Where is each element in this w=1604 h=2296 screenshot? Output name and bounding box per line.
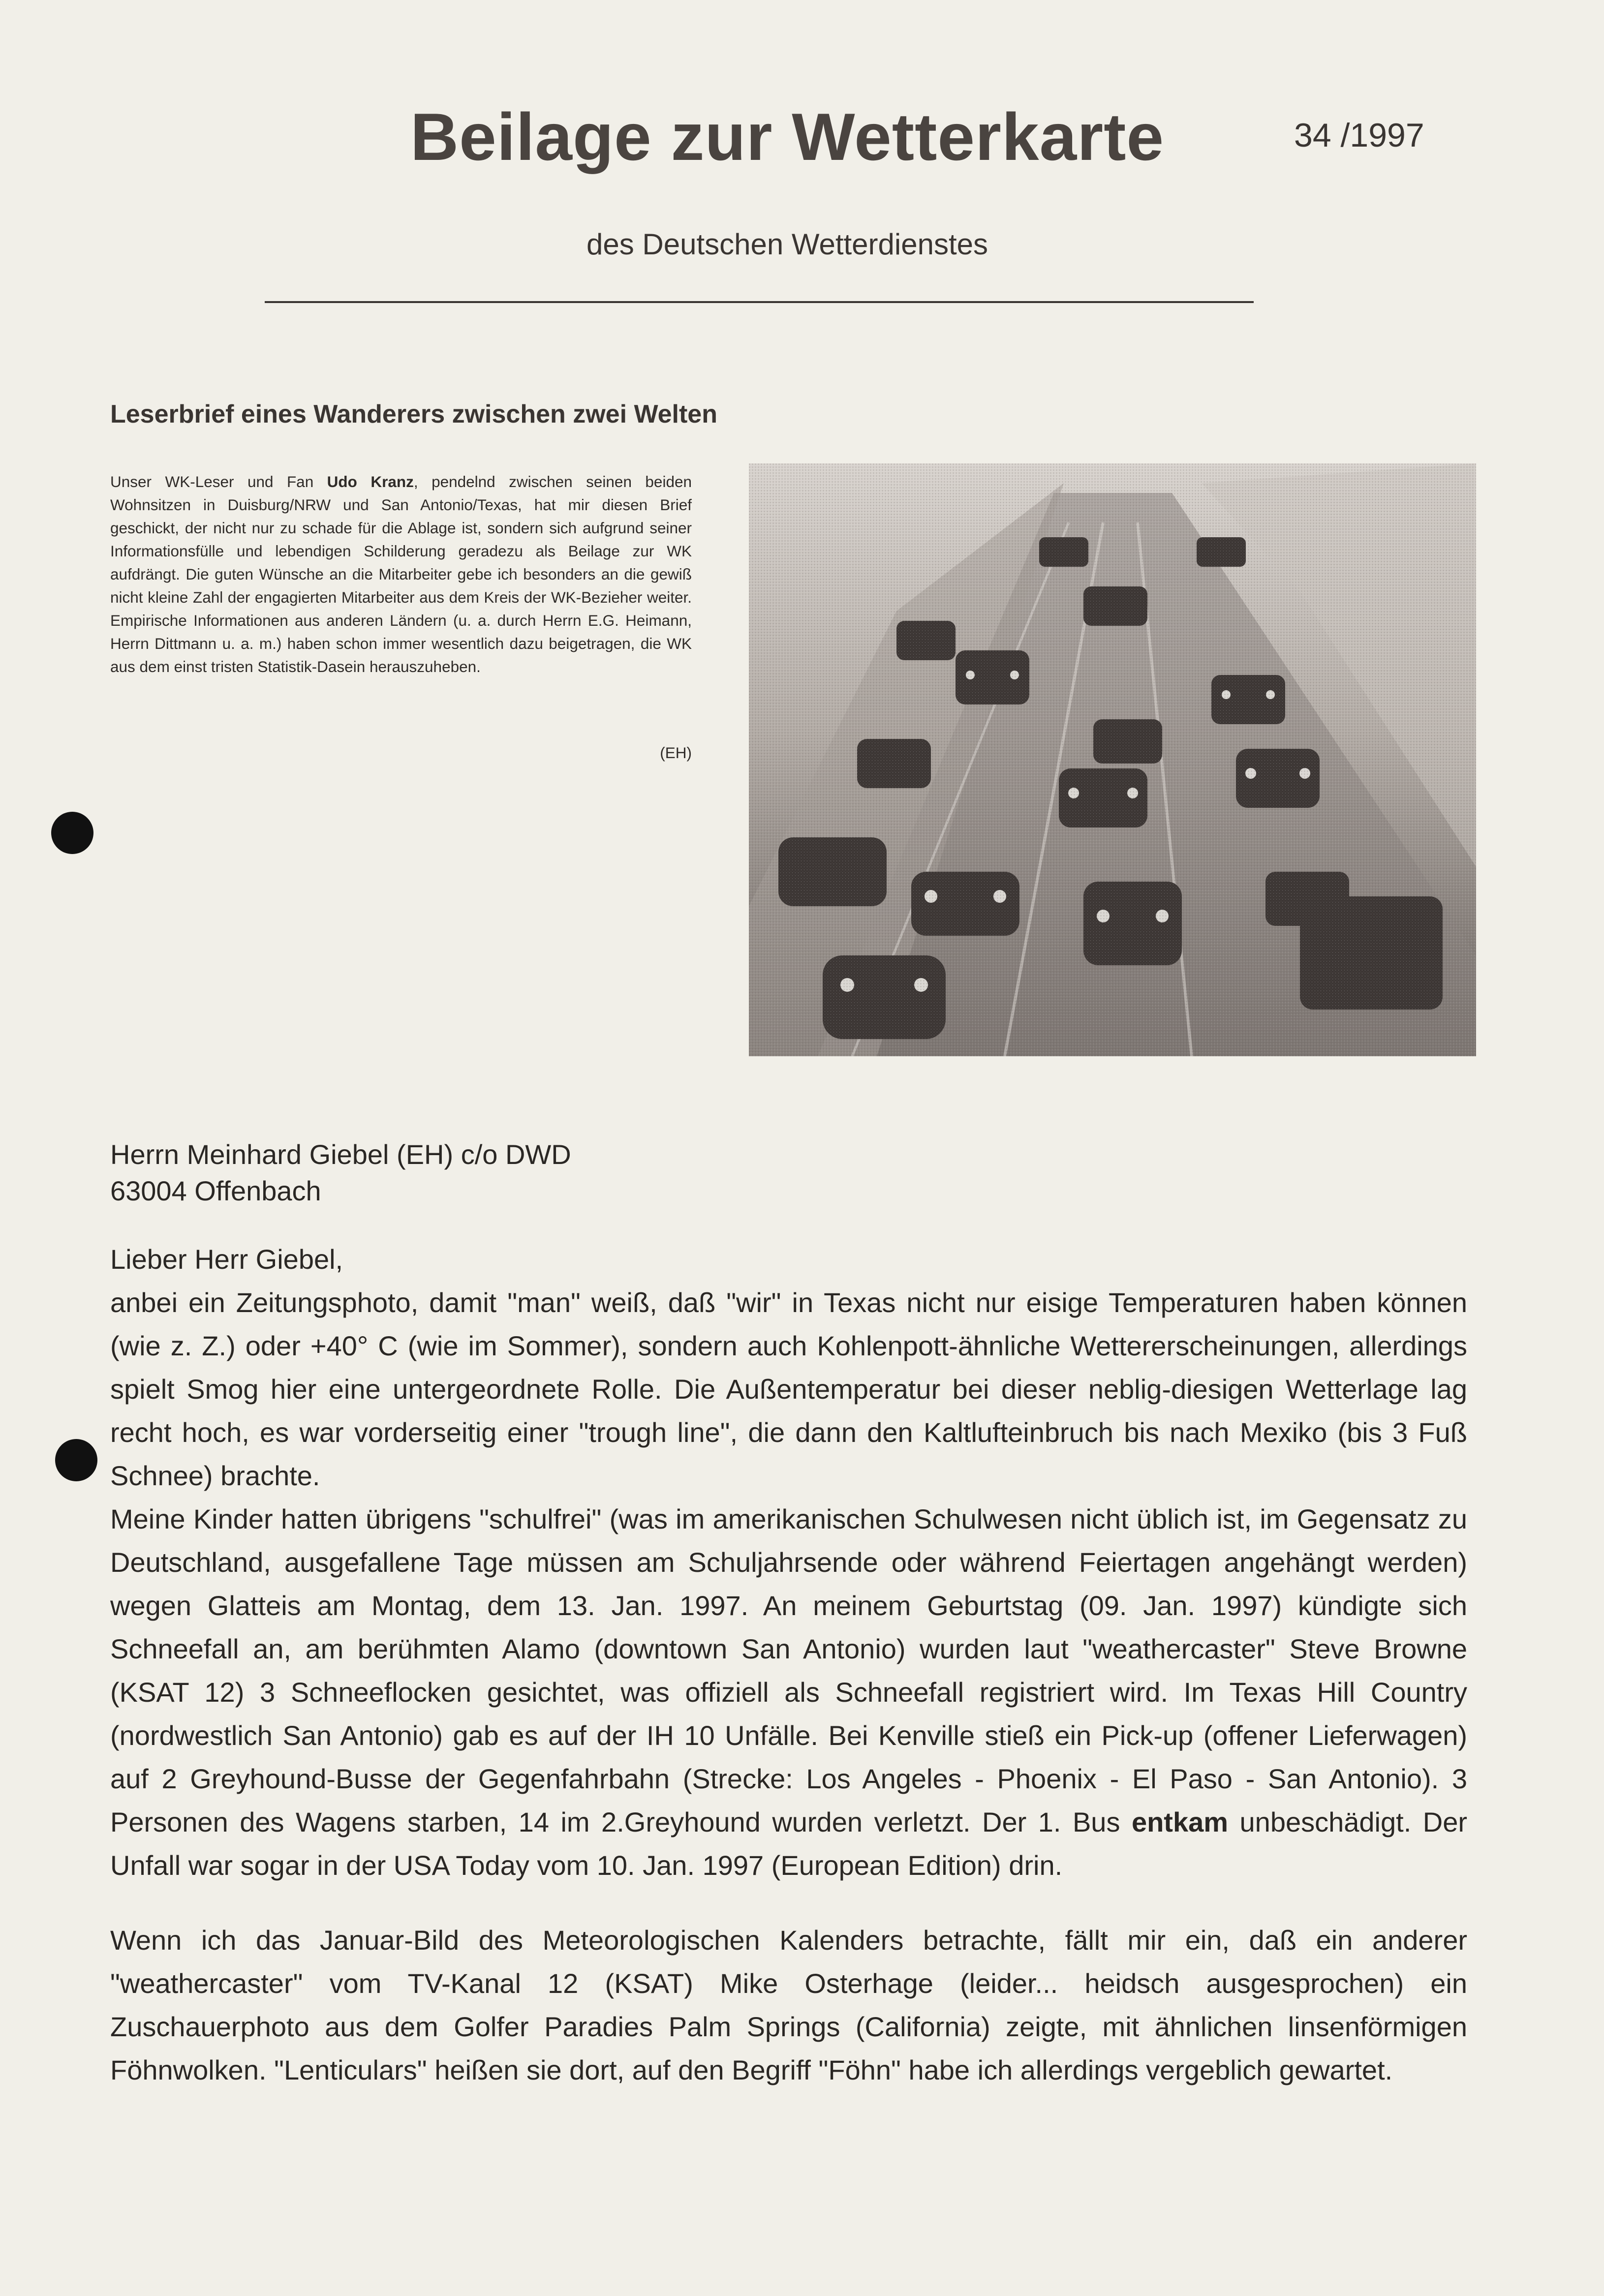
newsletter-subtitle: des Deutschen Wetterdienstes	[586, 228, 988, 261]
punch-hole-upper	[51, 812, 93, 854]
editor-initials: (EH)	[660, 744, 692, 762]
address-line-2: 63004 Offenbach	[110, 1175, 321, 1206]
punch-hole-lower	[55, 1439, 97, 1481]
issue-number: 34 /1997	[1294, 117, 1424, 154]
intro-text-after: , pendelnd zwischen seinen beiden Wohnsitzen in Duisburg/NRW und San Antonio/Texas, hat mir diesen Brief geschickt, der nicht nur zu schade für die Ablage ist, sondern sich aufgrund seiner Informationsfülle und lebendigen Schilderung geradezu als Beilage zur WK aufdrängt. Die guten Wünsche an die Mitarbeiter gebe ich besonders an die gewiß nicht kleine Zahl der engagierten Mitarbeiter aus dem Kreis der WK-Bezieher weiter. Empirische Informationen aus anderen Ländern (u. a. durch Herrn E.G. Heimann, Herrn Dittmann u. a. m.) haben schon immer wesentlich dazu beigetragen, die WK aus dem einst tristen Statistik-Dasein herauszuheben.	[110, 473, 692, 675]
newspaper-photo-foggy-highway	[749, 463, 1476, 1056]
intro-author-name: Udo Kranz	[327, 473, 414, 490]
header-divider	[265, 301, 1254, 303]
paragraph-2-text-before: Meine Kinder hatten übrigens "schulfrei" (was im amerikanischen Schulwesen nicht üblich ist, im Gegensatz zu Deutschland, ausgefallene Tage müssen am Schuljahrsende oder während Feiertagen angehängt werden) wegen Glatteis am Montag, dem 13. Jan. 1997. An meinem Geburtstag (09. Jan. 1997) kündigte sich Schneefall an, am berühmten Alamo (downtown San Antonio) wurden laut "weathercaster" Steve Browne (KSAT 12) 3 Schneeflocken gesichtet, was offiziell als Schneefall registriert wird. Im Texas Hill Country (nordwestlich San Antonio) gab es auf der IH 10 Unfälle. Bei Kenville stieß ein Pick-up (offener Lieferwagen) auf 2 Greyhound-Busse der Gegenfahrbahn (Strecke: Los Angeles - Phoenix - El Paso - San Antonio). 3 Personen des Wagens starben, 14 im 2.Greyhound wurden verletzt. Der 1. Bus	[110, 1503, 1467, 1837]
article-heading: Leserbrief eines Wanderers zwischen zwei Welten	[110, 400, 717, 429]
letter-greeting: Lieber Herr Giebel,	[110, 1244, 343, 1275]
editor-intro	[110, 470, 692, 678]
intro-text-before: Unser WK-Leser und Fan	[110, 473, 327, 490]
letter-paragraph-3: Wenn ich das Januar-Bild des Meteorologischen Kalenders betrachte, fällt mir ein, daß ein anderer "weathercaster" vom TV-Kanal 12 (KSAT) Mike Osterhage (leider... heidsch ausgesprochen) ein Zuschauerphoto aus dem Golfer Paradies Palm Springs (California) zeigte, mit ähnlichen linsenförmigen Föhnwolken. "Lenticulars" heißen sie dort, auf den Begriff "Föhn" habe ich allerdings vergeblich gewartet.	[110, 1925, 1467, 2085]
highway-traffic-photo	[749, 463, 1476, 1056]
letter-paragraph-2	[110, 1498, 1467, 1887]
newsletter-title: Beilage zur Wetterkarte	[410, 99, 1165, 174]
letter-body	[110, 1238, 1467, 2092]
recipient-address	[110, 1136, 571, 1209]
address-line-1: Herrn Meinhard Giebel (EH) c/o DWD	[110, 1139, 571, 1170]
paragraph-2-emphasis: entkam	[1131, 1806, 1229, 1837]
paragraph-2-text-after: unbeschädigt. Der Unfall war sogar in der USA Today vom 10. Jan. 1997 (European Edition) drin.	[110, 1806, 1467, 1881]
letter-paragraph-1: anbei ein Zeitungsphoto, damit "man" weiß, daß "wir" in Texas nicht nur eisige Temperaturen haben können (wie z. Z.) oder +40° C (wie im Sommer), sondern auch Kohlenpott-ähnliche Wettererscheinungen, allerdings spielt Smog hier eine untergeordnete Rolle. Die Außentemperatur bei dieser neblig-diesigen Wetterlage lag recht hoch, es war vorderseitig einer "trough line", die dann den Kaltlufteinbruch bis nach Mexiko (bis 3 Fuß Schnee) brachte.	[110, 1287, 1467, 1491]
